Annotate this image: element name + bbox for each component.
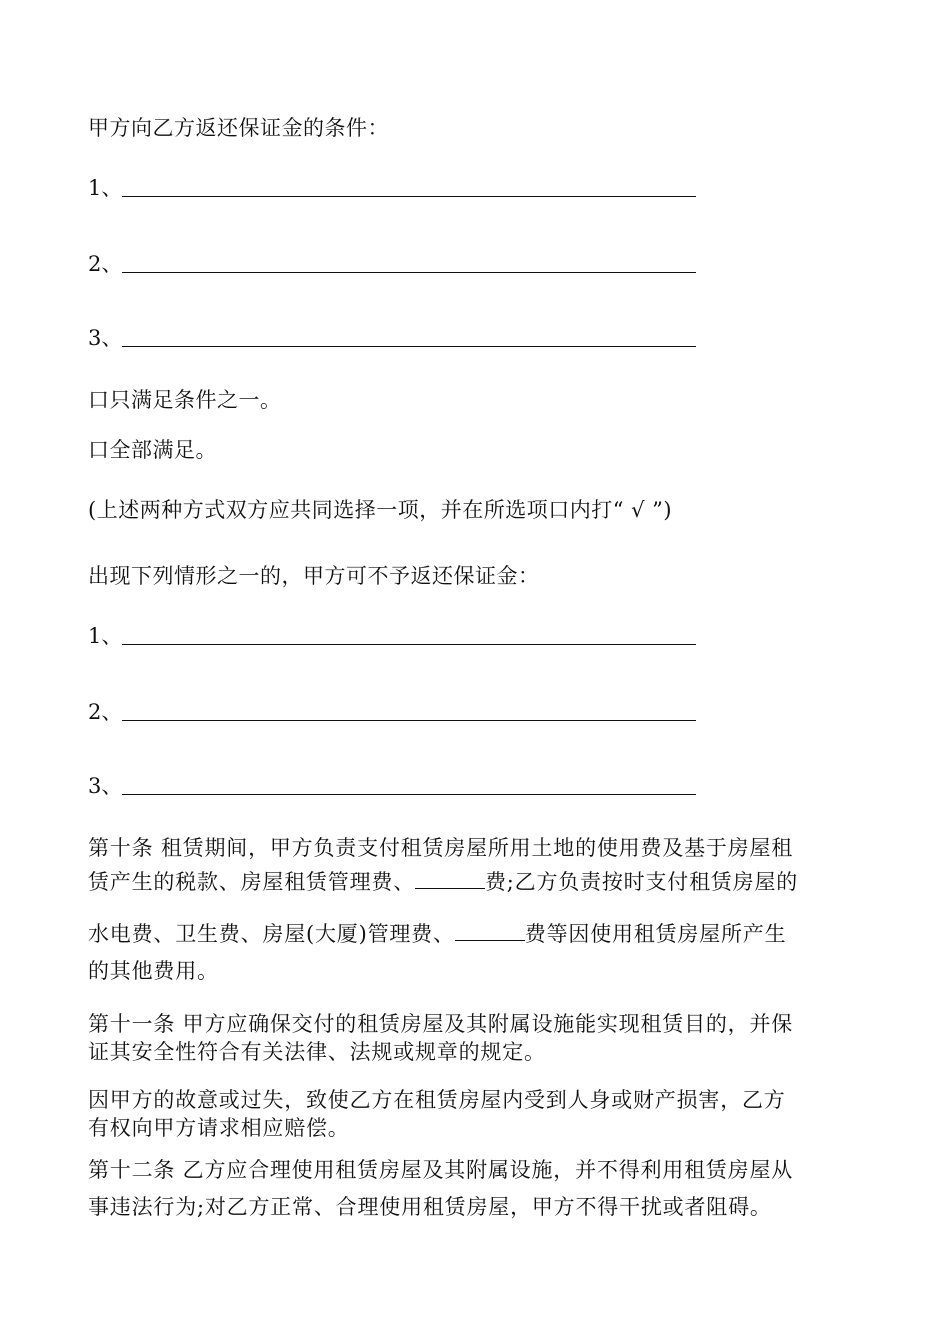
return-condition-1[interactable] <box>88 174 696 202</box>
fill-in-blank[interactable] <box>122 720 696 721</box>
article-12-line-1: 第十二条 乙方应合理使用租赁房屋及其附属设施，并不得利用租赁房屋从 <box>88 1158 794 1182</box>
article-10-line-4: 的其他费用。 <box>88 959 219 983</box>
fill-in-blank[interactable] <box>122 794 696 795</box>
option-one-checkbox-line[interactable]: 口只满足条件之一。 <box>88 388 282 412</box>
article-11 <box>88 1010 868 1142</box>
fee-blank-1[interactable] <box>415 870 485 889</box>
return-condition-2[interactable] <box>88 250 696 278</box>
no-return-case-2[interactable] <box>88 698 696 726</box>
article-10-line-3: 水电费、卫生费、房屋(大厦)管理费、 费等因使用租赁房屋所产生 <box>88 922 787 946</box>
fill-in-blank[interactable] <box>122 644 696 645</box>
article-11-line-2: 证其安全性符合有关法律、法规或规章的规定。 <box>88 1040 546 1064</box>
item-number: 3、 <box>88 326 123 350</box>
return-conditions-heading: 甲方向乙方返还保证金的条件： <box>88 116 389 140</box>
return-condition-3[interactable] <box>88 324 696 352</box>
no-return-case-1[interactable] <box>88 622 696 650</box>
item-number: 2、 <box>88 252 123 276</box>
article-12-line-2: 事违法行为;对乙方正常、合理使用租赁房屋，甲方不得干扰或者阻碍。 <box>88 1195 772 1219</box>
no-return-heading: 出现下列情形之一的，甲方可不予返还保证金： <box>88 564 540 588</box>
article-12 <box>88 1156 868 1221</box>
no-return-case-3[interactable] <box>88 772 696 800</box>
fill-in-blank[interactable] <box>122 346 696 347</box>
option-all-checkbox-line[interactable]: 口全部满足。 <box>88 438 217 462</box>
item-number: 1、 <box>88 176 123 200</box>
article-11-line-3: 因甲方的故意或过失，致使乙方在租赁房屋内受到人身或财产损害，乙方 <box>88 1088 786 1112</box>
article-11-line-4: 有权向甲方请求相应赔偿。 <box>88 1116 350 1140</box>
article-10-line-2: 赁产生的税款、房屋租赁管理费、 费;乙方负责按时支付租赁房屋的 <box>88 870 799 894</box>
fee-blank-2[interactable] <box>455 922 525 941</box>
selection-note: (上述两种方式双方应共同选择一项，并在所选项口内打“ √ ”) <box>88 498 673 522</box>
fill-in-blank[interactable] <box>122 272 696 273</box>
item-number: 1、 <box>88 624 123 648</box>
item-number: 3、 <box>88 774 123 798</box>
article-10-line-1: 第十条 租赁期间，甲方负责支付租赁房屋所用土地的使用费及基于房屋租 <box>88 836 794 860</box>
item-number: 2、 <box>88 700 123 724</box>
article-11-line-1: 第十一条 甲方应确保交付的租赁房屋及其附属设施能实现租赁目的，并保 <box>88 1012 794 1036</box>
fill-in-blank[interactable] <box>122 196 696 197</box>
article-10 <box>88 834 868 985</box>
